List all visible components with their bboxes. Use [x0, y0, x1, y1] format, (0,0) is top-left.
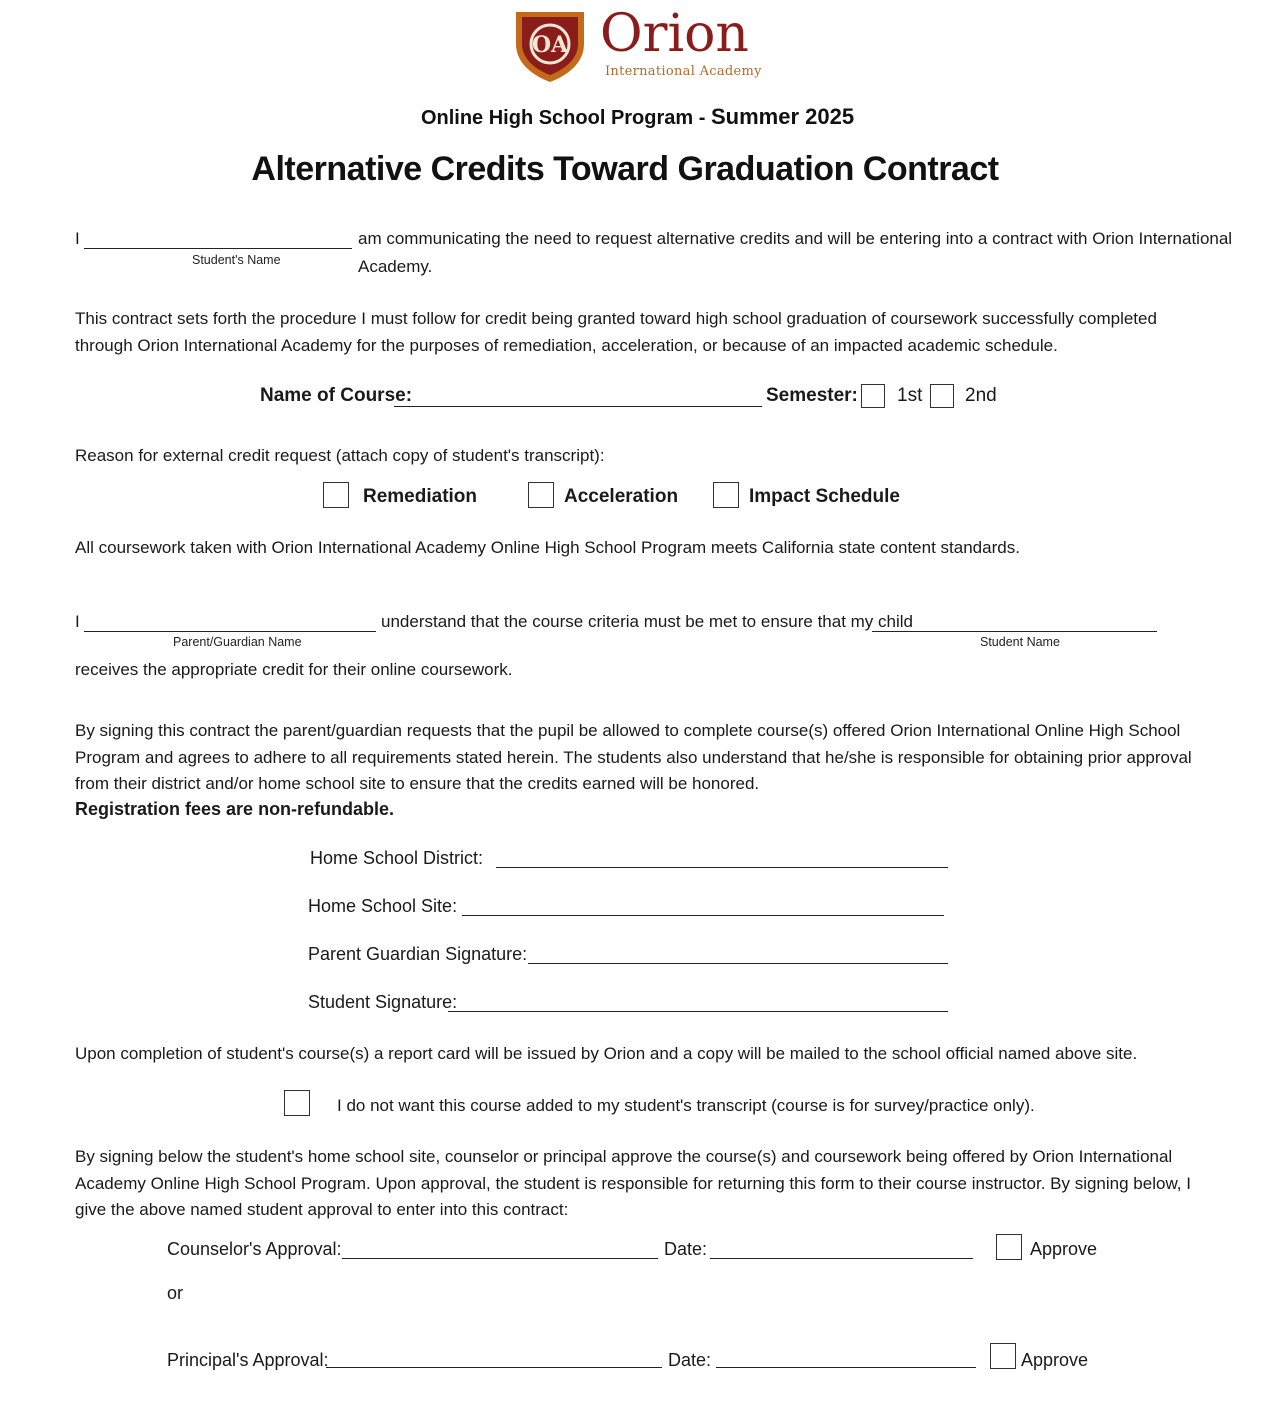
fees-notice: Registration fees are non-refundable.: [75, 799, 395, 819]
program-heading: [0, 104, 1275, 130]
principal-date-line[interactable]: [716, 1367, 976, 1368]
acceleration-checkbox[interactable]: [528, 482, 554, 508]
parent-name-caption: Parent/Guardian Name: [173, 635, 302, 649]
transcript-opt-out-checkbox[interactable]: [284, 1090, 310, 1116]
student-name-line[interactable]: [84, 248, 352, 249]
parent-section-middle: understand that the course criteria must be met to ensure that my child: [381, 612, 913, 631]
transcript-opt-out-label: I do not want this course added to my student's transcript (course is for survey/practice only).: [337, 1096, 1035, 1115]
course-name-line[interactable]: [394, 406, 762, 407]
section1-text-line1: am communicating the need to request alternative credits and will be entering into a contract with Orion International: [358, 229, 1233, 248]
parent-signature-label: Parent Guardian Signature:: [308, 944, 528, 964]
crest-icon: [510, 6, 590, 84]
child-name-caption: Student Name: [980, 635, 1060, 649]
logo-name: Orion: [600, 4, 749, 64]
agreement-text: By signing this contract the parent/guardian requests that the pupil be allowed to complete course(s) offered Orion International Online High School Program and agrees to adhere to all requirements stated herein. The students also understand that he/she is responsible for obtaining prior approval from their district and/or home school site to ensure that the credits earned will be honored.: [75, 721, 1192, 793]
or-text: or: [167, 1283, 184, 1303]
semester-2nd-checkbox[interactable]: [930, 384, 954, 408]
standards-text: All coursework taken with Orion International Academy Online High School Program meets California state content standards.: [75, 538, 1020, 557]
completion-text: Upon completion of student's course(s) a report card will be issued by Orion and a copy will be mailed to the school official named above site.: [75, 1044, 1138, 1063]
student-signature-label: Student Signature:: [308, 992, 458, 1012]
district-label: Home School District:: [310, 848, 484, 868]
semester-1st-checkbox[interactable]: [861, 384, 885, 408]
counselor-date-label: Date:: [664, 1239, 708, 1259]
site-line[interactable]: [462, 915, 944, 916]
principal-signature-line[interactable]: [326, 1367, 662, 1368]
counselor-approve-checkbox[interactable]: [996, 1234, 1022, 1260]
course-name-label: Name of Course:: [260, 385, 413, 406]
counselor-date-line[interactable]: [710, 1258, 973, 1259]
approval-text: By signing below the student's home school site, counselor or principal approve the course(s) and coursework being offered by Orion International Academy Online High School Program. Upon approval, the student is responsible for returning this form to their course instructor. By signing below, I give the above named student approval to enter into this contract:: [75, 1147, 1191, 1219]
counselor-approve-label: Approve: [1030, 1239, 1098, 1259]
impact-schedule-checkbox[interactable]: [713, 482, 739, 508]
child-name-line[interactable]: [872, 631, 1157, 632]
semester-1st-label: 1st: [897, 385, 923, 406]
section1-prefix: I: [75, 229, 80, 248]
impact-schedule-label: Impact Schedule: [749, 486, 900, 507]
student-signature-line[interactable]: [448, 1011, 948, 1012]
program-term: Summer 2025: [710, 104, 855, 129]
semester-label: Semester:: [766, 385, 858, 406]
contract-procedure-text: This contract sets forth the procedure I must follow for credit being granted toward high school graduation of coursework successfully completed through Orion International Academy for the purposes of remediation, acceleration, or because of an impacted academic schedule.: [75, 309, 1157, 355]
student-name-caption: Student's Name: [192, 253, 281, 267]
remediation-label: Remediation: [363, 486, 478, 507]
site-label: Home School Site:: [308, 896, 458, 916]
parent-section-continuation: receives the appropriate credit for their online coursework.: [75, 660, 513, 679]
semester-2nd-label: 2nd: [965, 385, 997, 406]
page-title: Alternative Credits Toward Graduation Contract: [251, 150, 999, 188]
remediation-checkbox[interactable]: [323, 482, 349, 508]
principal-approve-checkbox[interactable]: [990, 1343, 1016, 1369]
logo: [510, 6, 780, 86]
parent-section-prefix: I: [75, 612, 80, 631]
principal-date-label: Date:: [668, 1350, 712, 1370]
program-name: Online High School Program -: [420, 107, 711, 129]
counselor-signature-line[interactable]: [342, 1258, 658, 1259]
logo-subtitle: International Academy: [605, 64, 762, 79]
svg-text:OA: OA: [531, 32, 569, 58]
acceleration-label: Acceleration: [564, 486, 679, 507]
principal-approve-label: Approve: [1021, 1350, 1089, 1370]
principal-approval-label: Principal's Approval:: [167, 1350, 329, 1370]
district-line[interactable]: [496, 867, 948, 868]
parent-name-line[interactable]: [84, 631, 376, 632]
parent-signature-line[interactable]: [528, 963, 948, 964]
section1-text-line2: Academy.: [358, 257, 433, 276]
counselor-approval-label: Counselor's Approval:: [167, 1239, 342, 1259]
reason-label: Reason for external credit request (attach copy of student's transcript):: [75, 446, 605, 465]
